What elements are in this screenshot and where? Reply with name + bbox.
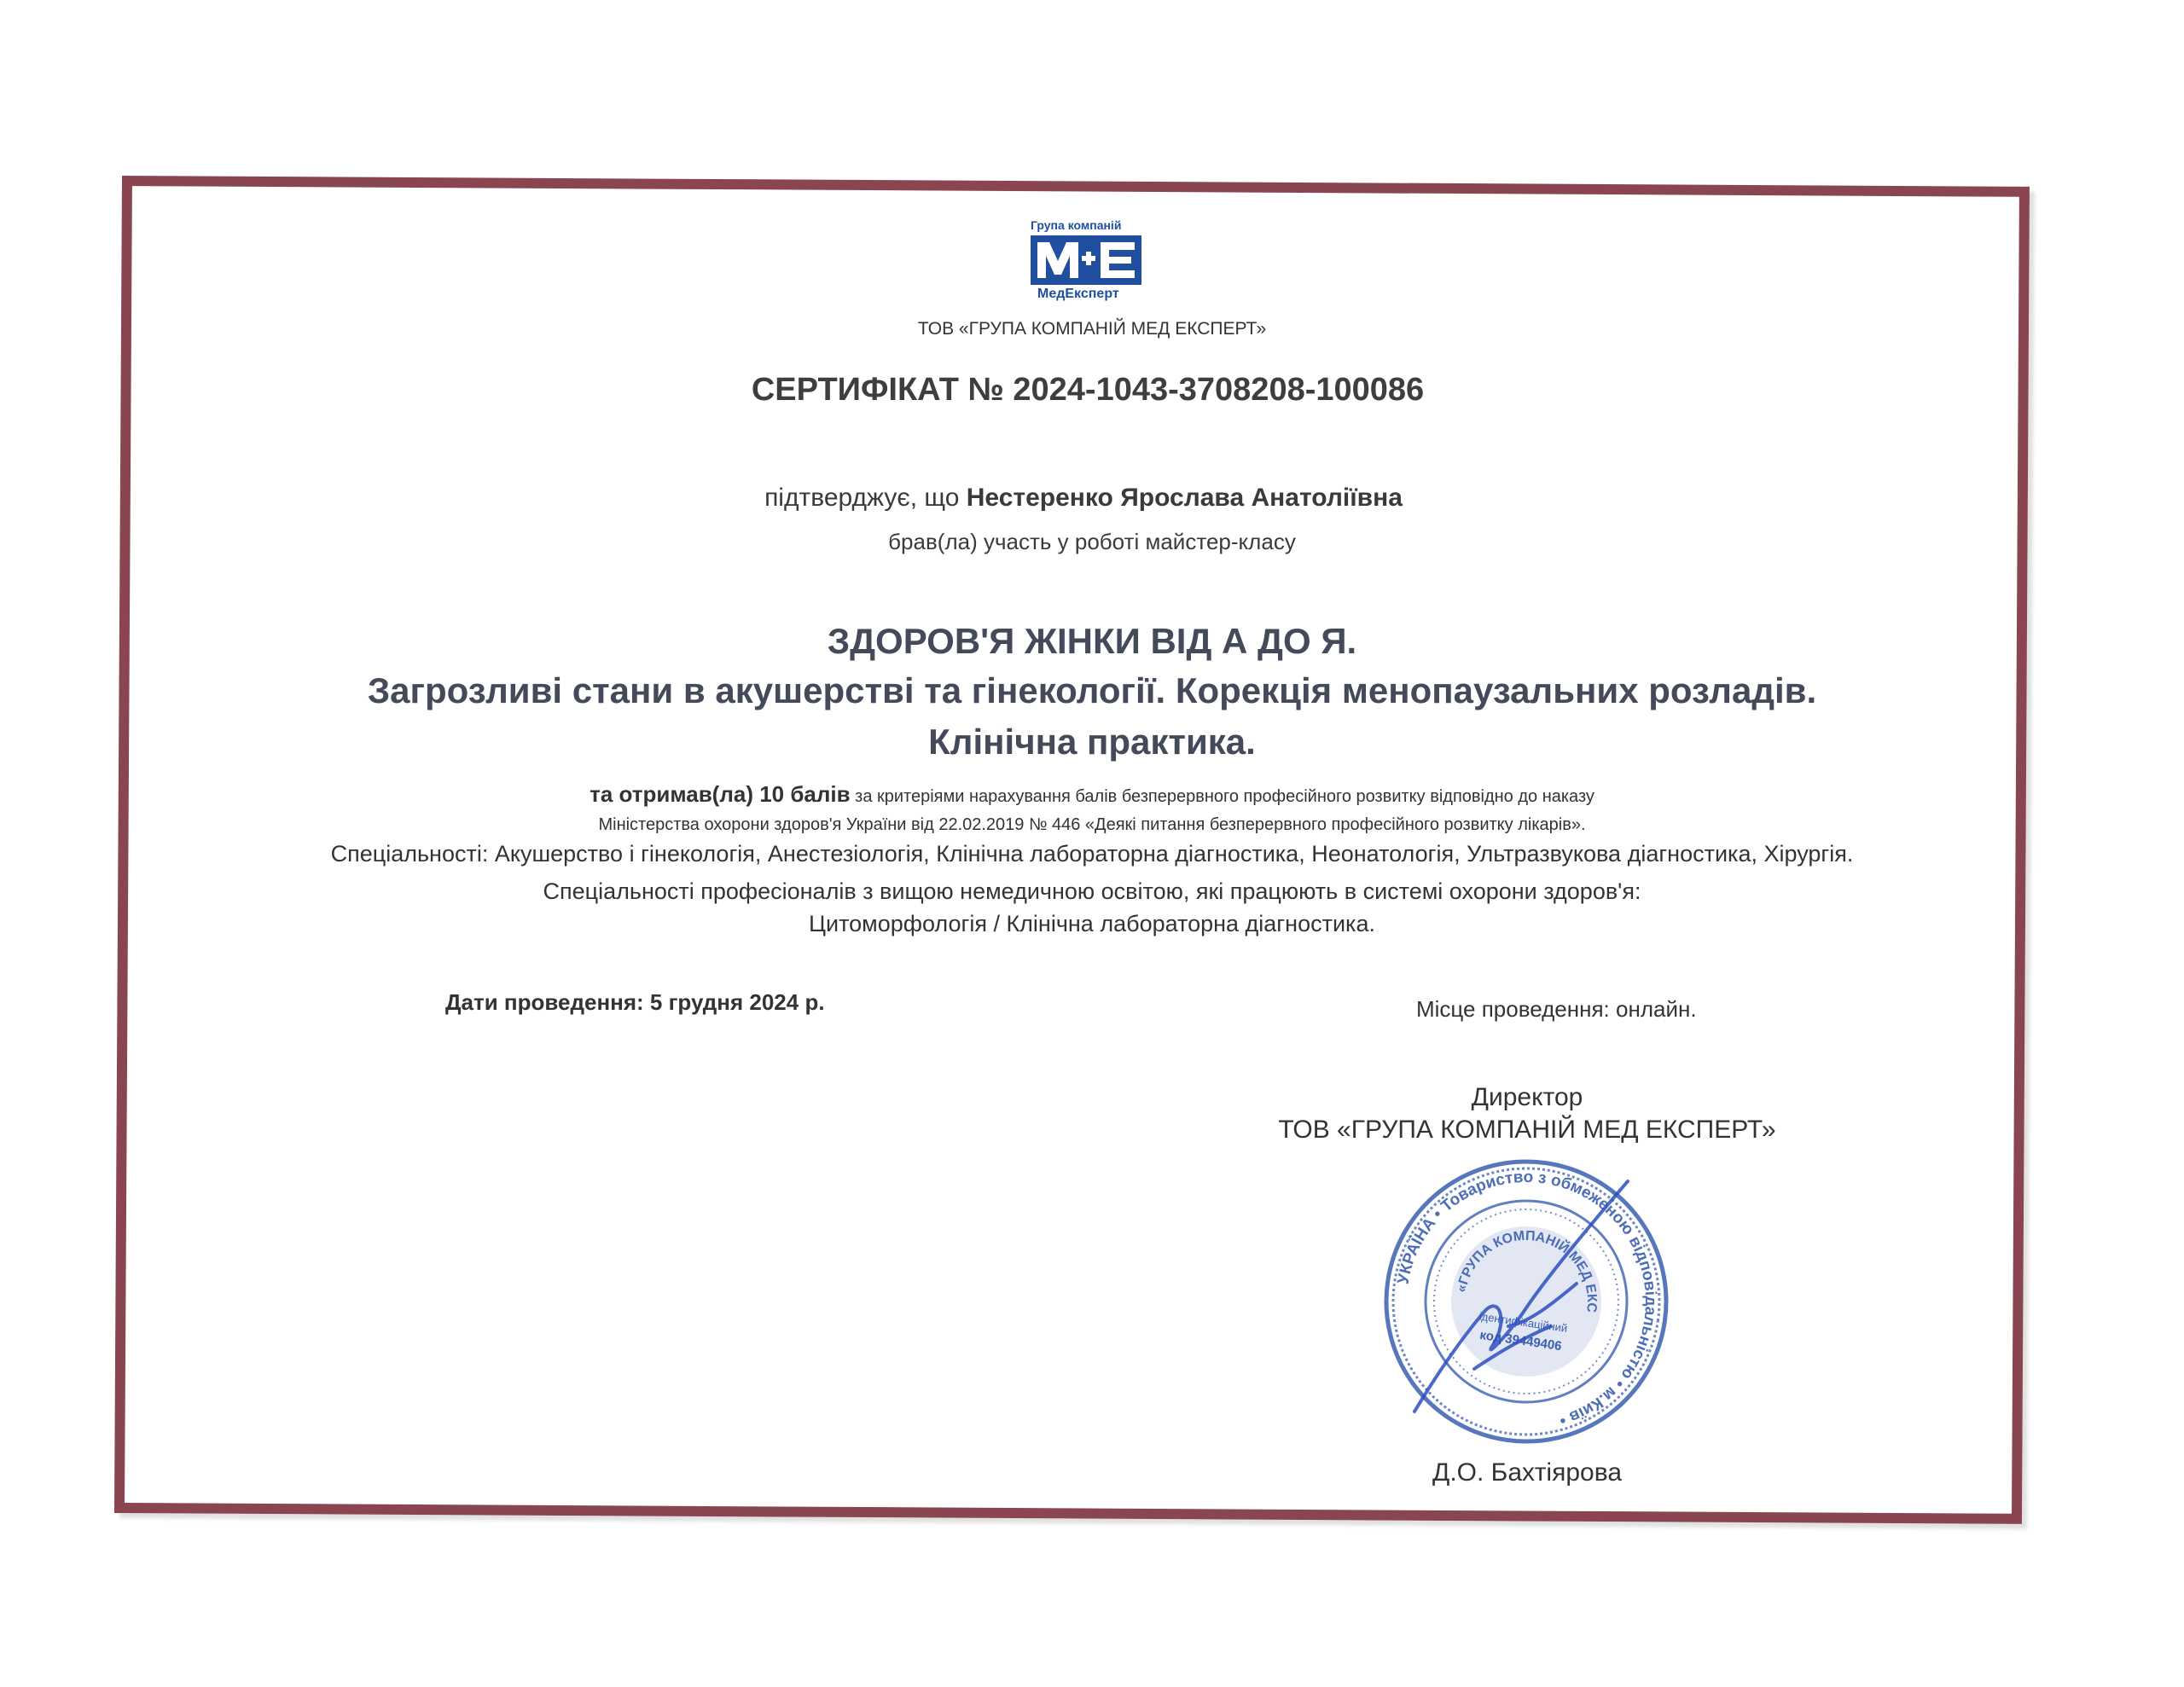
- specialties-nonmedical: Цитоморфологія / Клінічна лабораторна діагностика.: [809, 911, 1375, 936]
- confirm-prefix: підтверджує, що: [764, 484, 960, 512]
- event-venue: Місце проведення: онлайн.: [1416, 996, 1697, 1022]
- course-title-line-3: Клінічна практика.: [928, 722, 1256, 762]
- event-dates: Дати проведення: 5 грудня 2024 р.: [445, 989, 825, 1015]
- signer-name: Д.О. Бахтіярова: [1432, 1458, 1622, 1487]
- seal-outer-text: УКРАЇНА • Товариство з обмеженою відповідальністю • м.Київ •: [1394, 1168, 1660, 1430]
- seal-code-label: ідентифікаційний: [1478, 1309, 1569, 1335]
- points-line: [307, 781, 1877, 808]
- logo-group-label: Група компаній: [1031, 218, 1122, 232]
- logo-mark-icon: [1031, 235, 1141, 285]
- company-logo: [1007, 218, 1169, 308]
- points-criteria: за критеріями нарахування балів безперервного професійного розвитку відповідно до наказу: [855, 787, 1594, 806]
- seal-inner-text: «ГРУПА КОМПАНІЙ МЕД ЕКСПЕРТ»: [1454, 1228, 1600, 1313]
- confirm-line: [665, 484, 1502, 513]
- certificate-number: СЕРТИФІКАТ № 2024-1043-3708208-100086: [751, 372, 1425, 408]
- points-awarded: та отримав(ла) 10 балів: [590, 781, 851, 807]
- recipient-name: Нестеренко Ярослава Анатоліївна: [966, 484, 1403, 512]
- course-title-line-1: ЗДОРОВ'Я ЖІНКИ ВІД А ДО Я.: [827, 621, 1357, 661]
- issuer-company: ТОВ «ГРУПА КОМПАНІЙ МЕД ЕКСПЕРТ»: [917, 319, 1267, 339]
- company-seal-icon: [1380, 1156, 1672, 1447]
- ministry-order: Міністерства охорони здоров'я України від 22.02.2019 № 446 «Деякі питання безперервного професійного розвитку лікарів».: [598, 815, 1586, 834]
- logo-brand-name: МедЕксперт: [1037, 287, 1119, 301]
- director-title: Директор: [1471, 1083, 1583, 1111]
- specialties-medical: Спеціальності: Акушерство і гінекологія, Анестезіологія, Клінічна лабораторна діагностика, Неонатологія, Ультразвукова діагностика, Хірургія.: [330, 841, 1854, 867]
- participation-text: брав(ла) участь у роботі майстер-класу: [888, 529, 1296, 554]
- specialties-nonmedical-heading: Спеціальності професіоналів з вищою немедичною освітою, які працюють в системі охорони здоров'я:: [543, 878, 1641, 904]
- course-title-line-2: Загрозливі стани в акушерстві та гінекології. Корекція менопаузальних розладів.: [367, 670, 1817, 710]
- seal-code: код 39449406: [1478, 1327, 1563, 1354]
- director-company: ТОВ «ГРУПА КОМПАНІЙ МЕД ЕКСПЕРТ»: [1278, 1116, 1776, 1144]
